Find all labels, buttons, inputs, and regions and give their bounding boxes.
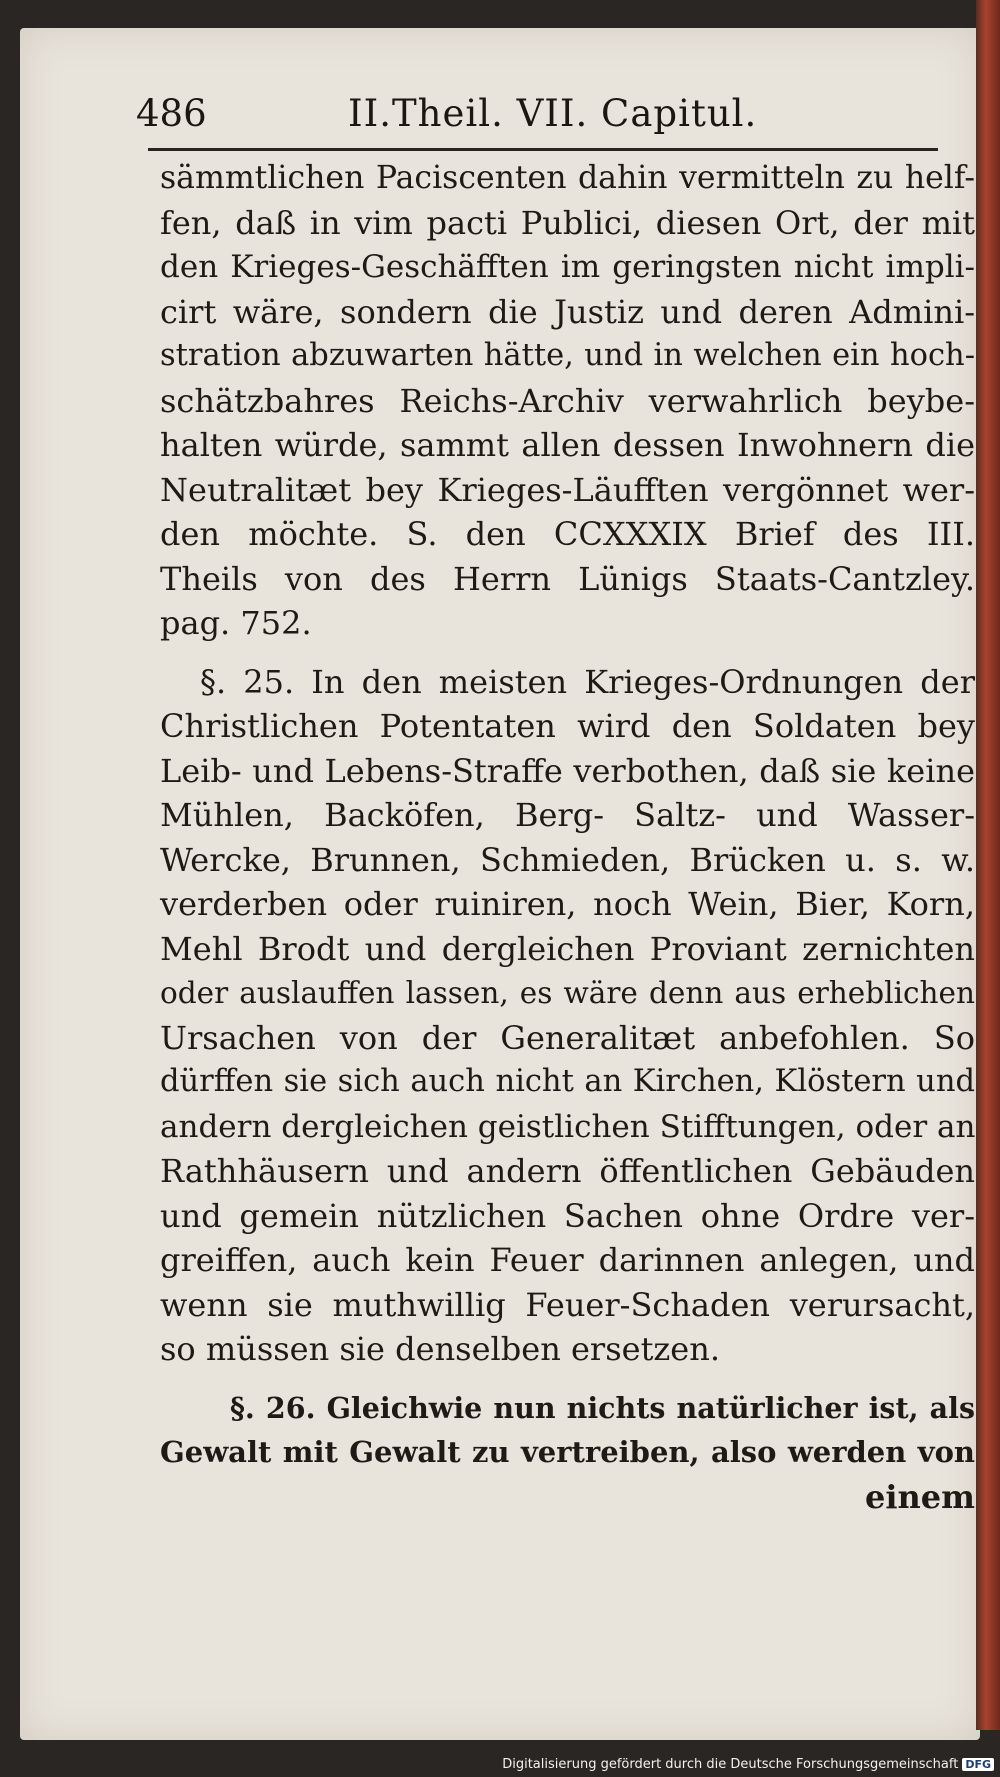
header-rule <box>148 148 938 151</box>
text-line: fen, daß in vim pacti Publici, diesen Ort, der mit <box>160 203 975 242</box>
text-line: pag. 752. <box>160 604 312 642</box>
text-line: Wercke, Brunnen, Schmieden, Brücken u. s. w. <box>160 840 975 879</box>
body-text <box>160 156 975 1519</box>
dfg-logo: DFG <box>962 1758 994 1771</box>
text-line: sämmtlichen Paciscenten dahin vermitteln zu helf- <box>160 160 975 196</box>
page-header <box>118 92 948 142</box>
text-line: andern dergleichen geistlichen Stifftungen, oder an <box>160 1108 976 1145</box>
text-line: dürffen sie sich auch nicht an Kirchen, Klöstern und <box>160 1064 975 1099</box>
text-line: wenn sie muthwillig Feuer-Schaden verursacht, <box>160 1285 975 1324</box>
text-line: greiffen, auch kein Feuer darinnen anlegen, und <box>160 1241 975 1279</box>
text-line: Neutralitæt bey Krieges-Läufften vergönnet wer- <box>160 470 975 509</box>
text-line: cirt wäre, sondern die Justiz und deren Admini- <box>160 292 975 331</box>
text-line: den möchte. S. den CCXXXIX Brief des III. <box>160 515 975 553</box>
text-line: den Krieges-Geschäfften im geringsten nicht impli- <box>160 249 975 285</box>
text-line: Gewalt mit Gewalt zu vertreiben, also werden von <box>160 1435 975 1469</box>
text-line: Rathhäusern und andern öffentlichen Gebäuden <box>160 1152 975 1190</box>
running-title: II.Theil. VII. Capitul. <box>348 92 758 135</box>
text-line: Christlichen Potentaten wird den Soldaten bey <box>160 707 975 745</box>
catchword: einem <box>865 1477 975 1516</box>
text-line: Mehl Brodt und dergleichen Proviant zernichten <box>160 929 975 968</box>
text-line: und gemein nützlichen Sachen ohne Ordre ver- <box>160 1196 975 1235</box>
text-line: halten würde, sammt allen dessen Inwohnern die <box>160 426 975 464</box>
page-number: 486 <box>136 92 207 135</box>
text-line: oder auslauffen lassen, es wäre denn aus erheblichen <box>160 976 975 1010</box>
text-line: Ursachen von der Generalitæt anbefohlen. So <box>160 1018 975 1057</box>
text-line: verderben oder ruiniren, noch Wein, Bier, Korn, <box>160 885 975 923</box>
text-line: Leib- und Lebens-Straffe verbothen, daß sie keine <box>160 751 975 790</box>
text-line: so müssen sie denselben ersetzen. <box>160 1330 720 1368</box>
credit-text: Digitalisierung gefördert durch die Deutsche Forschungsgemeinschaft <box>502 1756 959 1772</box>
text-line: §. 25. In den meisten Krieges-Ordnungen der <box>200 662 975 701</box>
book-edge <box>976 0 1000 1730</box>
text-line: Mühlen, Backöfen, Berg- Saltz- und Wasser- <box>160 796 975 834</box>
text-line: §. 26. Gleichwie nun nichts natürlicher ist, als <box>230 1390 975 1425</box>
text-line: stration abzuwarten hätte, und in welchen ein hoch- <box>160 338 975 373</box>
text-line: schätzbahres Reichs-Archiv verwahrlich beybe- <box>160 381 975 420</box>
text-line: Theils von des Herrn Lünigs Staats-Cantzley. <box>160 559 975 598</box>
digitization-credit <box>502 1755 994 1773</box>
